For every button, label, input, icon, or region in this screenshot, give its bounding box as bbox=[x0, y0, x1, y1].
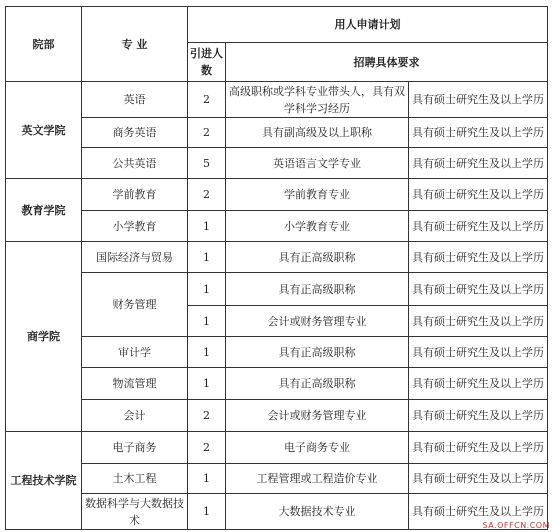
count-cell: 2 bbox=[188, 82, 226, 118]
requirement-cell: 具有正高级职称 bbox=[226, 337, 409, 368]
count-header: 引进人数 bbox=[188, 43, 226, 82]
table-row bbox=[6, 400, 548, 432]
count-cell: 1 bbox=[188, 368, 226, 400]
count-cell: 2 bbox=[188, 400, 226, 432]
table-row bbox=[6, 179, 548, 211]
major-cell: 小学教育 bbox=[82, 211, 188, 242]
requirement-cell: 英语语言文学专业 bbox=[226, 148, 409, 179]
count-cell: 2 bbox=[188, 432, 226, 464]
department-header: 院部 bbox=[6, 7, 82, 82]
major-cell: 学前教育 bbox=[82, 179, 188, 211]
education-cell: 具有硕士研究生及以上学历 bbox=[409, 211, 548, 242]
requirement-cell: 高级职称或学科专业带头人，具有双学科学习经历 bbox=[226, 82, 409, 118]
table-row bbox=[6, 273, 548, 306]
requirement-cell: 具有正高级职称 bbox=[226, 242, 409, 273]
count-cell: 1 bbox=[188, 464, 226, 494]
education-cell: 具有硕士研究生及以上学历 bbox=[409, 148, 548, 179]
education-cell: 具有硕士研究生及以上学历 bbox=[409, 368, 548, 400]
plan-header: 用人申请计划 bbox=[188, 7, 548, 43]
count-cell: 1 bbox=[188, 306, 226, 337]
table-row bbox=[6, 148, 548, 179]
recruitment-plan-table bbox=[5, 6, 548, 530]
count-cell: 2 bbox=[188, 179, 226, 211]
major-cell: 数据科学与大数据技术 bbox=[82, 494, 188, 530]
requirement-cell: 工程管理或工程造价专业 bbox=[226, 464, 409, 494]
requirement-cell: 会计或财务管理专业 bbox=[226, 306, 409, 337]
education-cell: 具有硕士研究生及以上学历 bbox=[409, 432, 548, 464]
major-cell: 国际经济与贸易 bbox=[82, 242, 188, 273]
major-cell: 土木工程 bbox=[82, 464, 188, 494]
table-row bbox=[6, 211, 548, 242]
table-row bbox=[6, 464, 548, 494]
requirement-cell: 会计或财务管理专业 bbox=[226, 400, 409, 432]
major-cell: 物流管理 bbox=[82, 368, 188, 400]
table-row bbox=[6, 242, 548, 273]
requirement-cell: 具有副高级及以上职称 bbox=[226, 118, 409, 148]
education-cell: 具有硕士研究生及以上学历 bbox=[409, 179, 548, 211]
major-cell: 审计学 bbox=[82, 337, 188, 368]
count-cell: 5 bbox=[188, 148, 226, 179]
education-cell: 具有硕士研究生及以上学历 bbox=[409, 118, 548, 148]
education-cell: 具有硕士研究生及以上学历 bbox=[409, 306, 548, 337]
major-cell: 财务管理 bbox=[82, 273, 188, 337]
table-row bbox=[6, 118, 548, 148]
table-row bbox=[6, 432, 548, 464]
major-cell: 会计 bbox=[82, 400, 188, 432]
education-cell: 具有硕士研究生及以上学历 bbox=[409, 400, 548, 432]
major-cell: 公共英语 bbox=[82, 148, 188, 179]
table-row bbox=[6, 494, 548, 530]
major-cell: 电子商务 bbox=[82, 432, 188, 464]
count-cell: 1 bbox=[188, 211, 226, 242]
requirement-cell: 具有正高级职称 bbox=[226, 273, 409, 306]
requirement-cell: 大数据技术专业 bbox=[226, 494, 409, 530]
watermark: SA.OFFCN.COM bbox=[482, 521, 550, 530]
education-cell: 具有硕士研究生及以上学历 bbox=[409, 273, 548, 306]
requirement-cell: 电子商务专业 bbox=[226, 432, 409, 464]
count-cell: 1 bbox=[188, 494, 226, 530]
requirement-cell: 具有正高级职称 bbox=[226, 368, 409, 400]
requirement-cell: 学前教育专业 bbox=[226, 179, 409, 211]
education-cell: 具有硕士研究生及以上学历 bbox=[409, 82, 548, 118]
count-cell: 1 bbox=[188, 242, 226, 273]
major-header: 专 业 bbox=[82, 7, 188, 82]
department-cell: 英文学院 bbox=[6, 82, 82, 179]
table-row bbox=[6, 368, 548, 400]
department-cell: 教育学院 bbox=[6, 179, 82, 242]
department-cell: 工程技术学院 bbox=[6, 432, 82, 530]
major-cell: 英语 bbox=[82, 82, 188, 118]
department-cell: 商学院 bbox=[6, 242, 82, 432]
requirements-header: 招聘具体要求 bbox=[226, 43, 548, 82]
count-cell: 1 bbox=[188, 273, 226, 306]
count-cell: 2 bbox=[188, 118, 226, 148]
header-row-1 bbox=[6, 7, 548, 43]
requirement-cell: 小学教育专业 bbox=[226, 211, 409, 242]
table-row bbox=[6, 82, 548, 118]
count-cell: 1 bbox=[188, 337, 226, 368]
table-row bbox=[6, 337, 548, 368]
major-cell: 商务英语 bbox=[82, 118, 188, 148]
education-cell: 具有硕士研究生及以上学历 bbox=[409, 494, 548, 530]
education-cell: 具有硕士研究生及以上学历 bbox=[409, 242, 548, 273]
education-cell: 具有硕士研究生及以上学历 bbox=[409, 337, 548, 368]
education-cell: 具有硕士研究生及以上学历 bbox=[409, 464, 548, 494]
